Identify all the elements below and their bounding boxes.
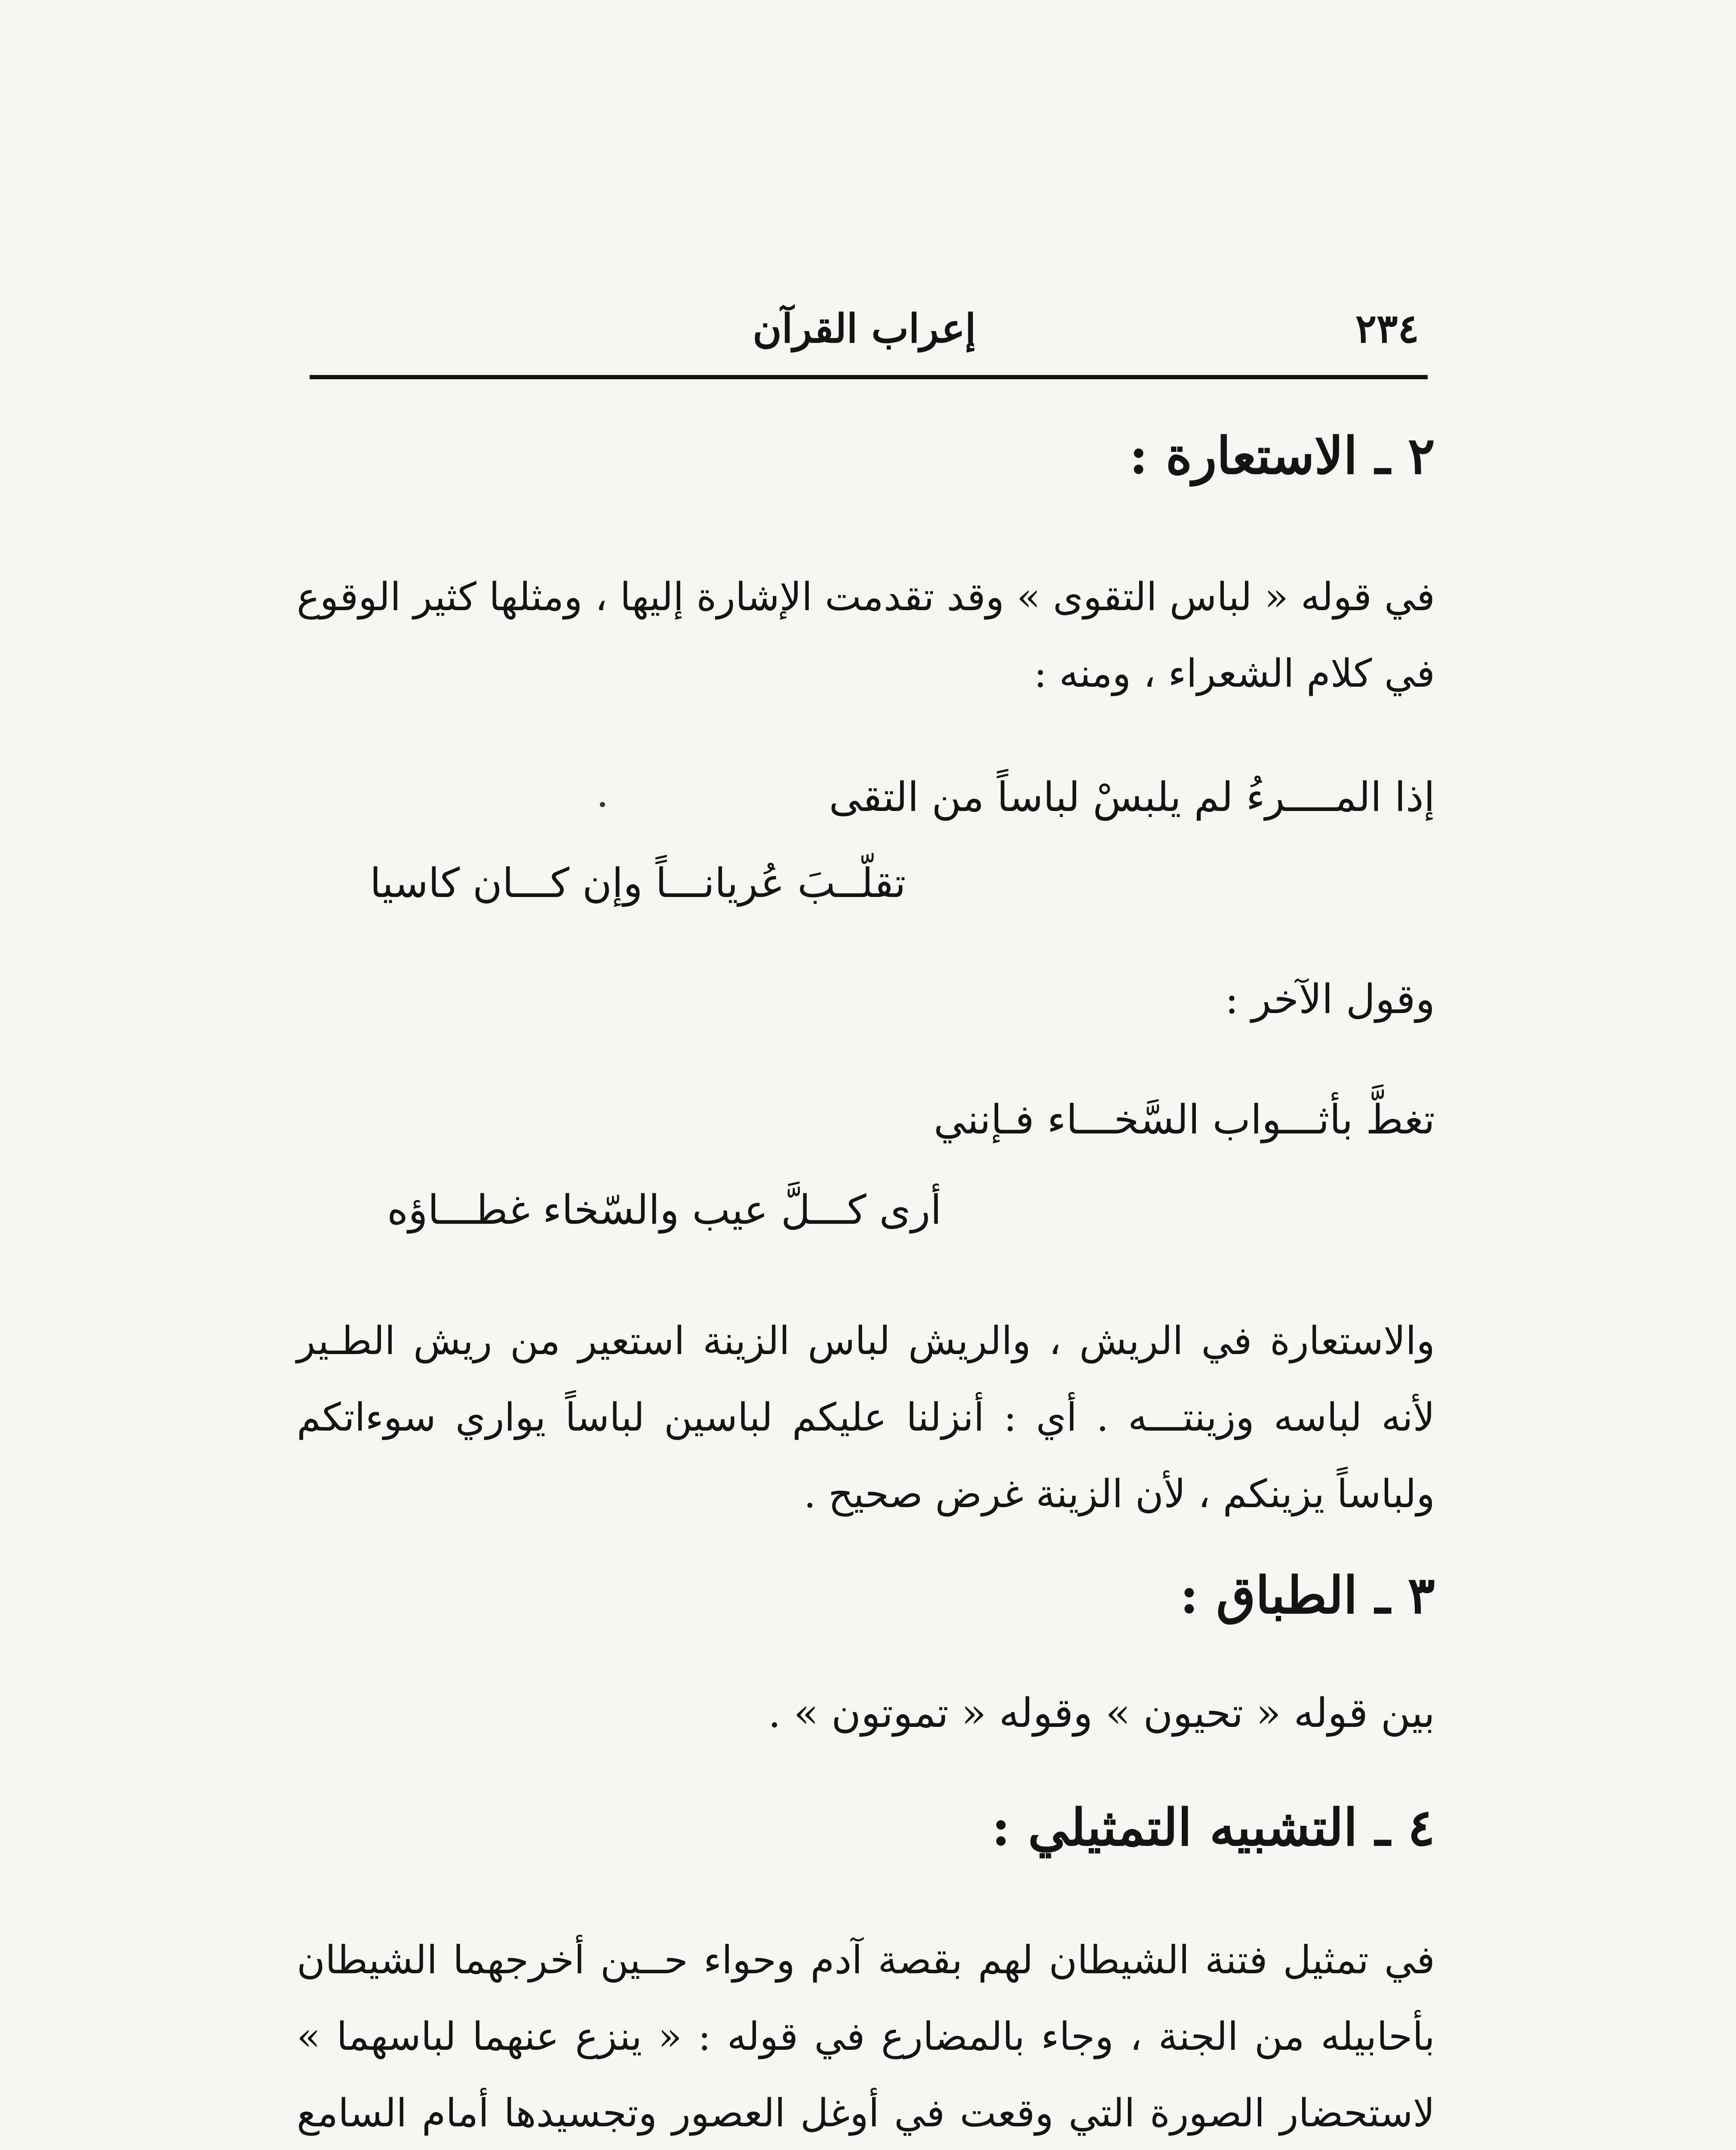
paragraph-tashbih: في تمثيل فتنة الشيطان لهم بقصة آدم وحواء حــين أخرجهما الشيطان بأحابيله من الجنة ، وجاء بالمضارع في قوله : « ينزع عنهما لباسهما » لاستحضار الصورة التي وقعت في أوغل العصور وتجسيدها أمام السامع: [297, 1938, 1435, 2136]
section-heading-tashbih: ٤ ـ التشبيه التمثيلي :: [991, 1797, 1435, 1857]
verse-2-first-hemistich: تغطَّ بأثـــواب السَّخـــاء فـإنني: [934, 1096, 1435, 1143]
paragraph-feathers: والاستعارة في الريش ، والريش لباس الزينة استعير من ريش الطـير لأنه لباسه وزينتـــه . أي : أنزلنا عليكم لباسين لباساً يواري سوءاتكم ولباساً يزينكم ، لأن الزينة غرض صحيح .: [297, 1318, 1435, 1517]
header-rule: [310, 375, 1428, 379]
verse-1-second-hemistich: تقلّــبَ عُريانـــاً وإن كـــان كاسيا: [370, 860, 906, 907]
verse-2-second-hemistich: أرى كـــلَّ عيب والسّخاء غطـــاؤه: [387, 1187, 942, 1234]
paragraph-tibaq: بين قوله « تحيون » وقوله « تموتون » .: [768, 1690, 1435, 1737]
running-title: إعراب القرآن: [753, 305, 976, 352]
paragraph-isti-ara-intro: في قوله « لباس التقوى » وقد تقدمت الإشارة إليها ، ومثلها كثير الوقوع في كلام الشعراء ، ومنه :: [297, 574, 1435, 696]
section-heading-isti-ara: ٢ ـ الاستعارة :: [1129, 426, 1435, 485]
verse-1-first-hemistich: إذا المــــرءُ لم يلبسْ لباساً من التقى: [829, 774, 1435, 821]
page-number: ٢٣٤: [1355, 305, 1419, 352]
scan-speck: [600, 802, 605, 807]
poet-intro-line: وقول الآخر :: [1225, 976, 1435, 1023]
page-header: [310, 297, 1419, 366]
section-heading-tibaq: ٣ ـ الطباق :: [1180, 1565, 1435, 1625]
